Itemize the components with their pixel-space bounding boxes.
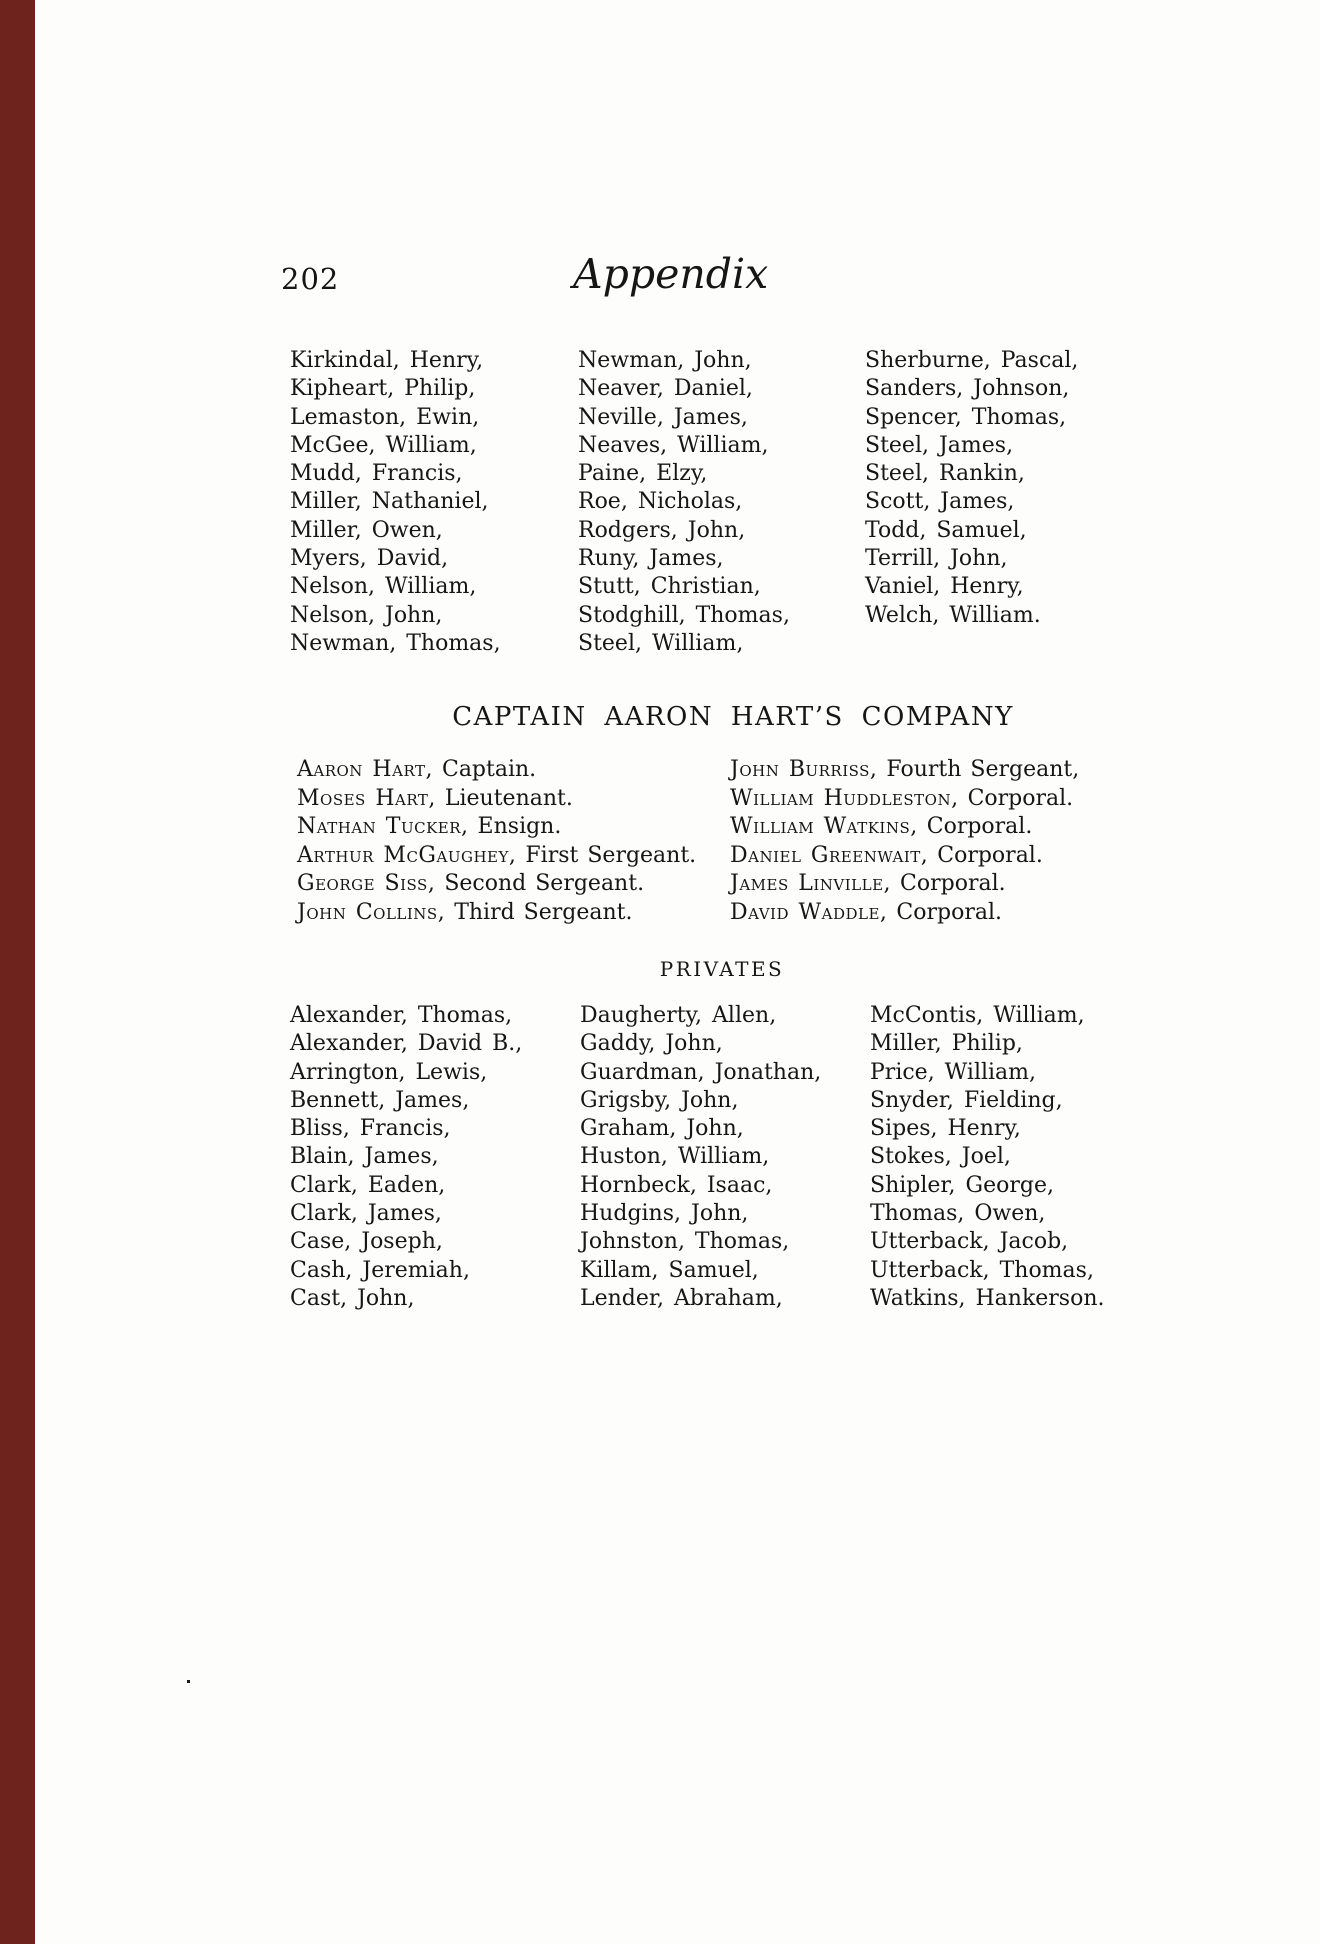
soldier-name: Blain, James, [290, 1144, 439, 1170]
soldier-name: Lemaston, Ewin, [290, 404, 480, 430]
soldier-name: McGee, William, [290, 432, 477, 458]
officers-column-right [730, 756, 1079, 928]
soldier-name: Case, Joseph, [290, 1229, 443, 1255]
soldier-name: Steel, William, [578, 630, 744, 656]
scan-speck [187, 1680, 190, 1683]
book-edge-bar [0, 0, 35, 1944]
soldier-name: Neville, James, [578, 404, 748, 430]
officer-entry [730, 785, 1079, 814]
officer-rank: Ensign. [477, 814, 562, 840]
officer-rank: Corporal. [900, 871, 1006, 897]
soldier-name: Stodghill, Thomas, [578, 602, 790, 628]
officer-rank: Corporal. [967, 785, 1074, 811]
soldier-name: Sipes, Henry, [870, 1116, 1021, 1142]
officer-rank: Corporal. [896, 899, 1002, 925]
soldier-name: Vaniel, Henry, [865, 574, 1024, 600]
officer-name: Nathan Tucker, [297, 814, 469, 840]
soldier-name: Paine, Elzy, [578, 461, 708, 487]
officer-name: Aaron Hart, [297, 757, 433, 782]
running-title: Appendix [573, 250, 769, 298]
soldier-name: Bliss, Francis, [290, 1116, 451, 1142]
officer-entry [730, 899, 1079, 928]
soldier-name: Alexander, Thomas, [290, 1003, 513, 1028]
officer-entry [297, 842, 696, 871]
soldier-name: Utterback, Thomas, [870, 1257, 1094, 1283]
officer-name: John Collins, [297, 899, 446, 925]
soldier-name: Watkins, Hankerson. [870, 1285, 1105, 1311]
soldier-name: Arrington, Lewis, [290, 1059, 488, 1085]
officer-name: George Siss, [297, 871, 436, 897]
soldier-name: Todd, Samuel, [865, 517, 1027, 543]
officer-rank: Corporal. [937, 842, 1043, 868]
top-roster-column-3 [865, 347, 1078, 630]
soldier-name: Clark, Eaden, [290, 1172, 446, 1198]
soldier-name: Bennett, James, [290, 1087, 470, 1113]
soldier-name: Sanders, Johnson, [865, 376, 1070, 402]
officer-name: James Linville, [730, 871, 892, 897]
top-roster-column-1 [290, 347, 501, 658]
soldier-name: Grigsby, John, [580, 1087, 739, 1113]
officer-rank: Lieutenant. [444, 785, 573, 811]
officer-rank: Second Sergeant. [444, 871, 645, 897]
soldier-name: Miller, Owen, [290, 517, 443, 543]
officer-entry [297, 870, 696, 899]
officer-entry [730, 813, 1079, 842]
soldier-name: Graham, John, [580, 1116, 744, 1142]
top-roster-column-2 [578, 347, 790, 658]
officer-rank: Captain. [441, 757, 537, 782]
officer-name: William Huddleston, [730, 785, 959, 811]
soldier-name: Steel, James, [865, 432, 1014, 458]
officers-column-left [297, 756, 696, 928]
officer-entry [730, 756, 1079, 785]
soldier-name: Kirkindal, Henry, [290, 348, 484, 373]
officer-entry [297, 785, 696, 814]
company-heading: CAPTAIN AARON HART’S COMPANY [452, 702, 1014, 732]
soldier-name: Steel, Rankin, [865, 461, 1025, 487]
soldier-name: Thomas, Owen, [870, 1201, 1046, 1227]
officer-rank: Third Sergeant. [454, 899, 633, 925]
soldier-name: Clark, James, [290, 1201, 442, 1227]
soldier-name: Lender, Abraham, [580, 1285, 783, 1311]
soldier-name: Spencer, Thomas, [865, 404, 1067, 430]
soldier-name: Killam, Samuel, [580, 1257, 759, 1283]
officer-rank: Corporal. [926, 814, 1033, 840]
soldier-name: Roe, Nicholas, [578, 489, 743, 515]
soldier-name: Rodgers, John, [578, 517, 746, 543]
soldier-name: Cash, Jeremiah, [290, 1257, 470, 1283]
soldier-name: Price, William, [870, 1059, 1037, 1085]
officer-entry [297, 813, 696, 842]
soldier-name: Snyder, Fielding, [870, 1087, 1063, 1113]
soldier-name: Neaves, William, [578, 432, 769, 458]
officer-rank: First Sergeant. [525, 842, 697, 868]
soldier-name: Kipheart, Philip, [290, 376, 476, 402]
soldier-name: Hornbeck, Isaac, [580, 1172, 773, 1198]
officer-entry [297, 756, 696, 785]
officer-name: David Waddle, [730, 899, 888, 925]
soldier-name: Daugherty, Allen, [580, 1003, 777, 1028]
soldier-name: Sherburne, Pascal, [865, 348, 1079, 373]
soldier-name: Mudd, Francis, [290, 461, 463, 487]
soldier-name: Stutt, Christian, [578, 574, 761, 600]
soldier-name: Cast, John, [290, 1285, 415, 1311]
soldier-name: Scott, James, [865, 489, 1015, 515]
soldier-name: Shipler, George, [870, 1172, 1054, 1198]
officer-rank: Fourth Sergeant, [886, 757, 1080, 782]
officer-name: Arthur McGaughey, [297, 842, 517, 868]
soldier-name: Johnston, Thomas, [580, 1229, 790, 1255]
officer-name: Daniel Greenwait, [730, 842, 929, 868]
soldier-name: Terrill, John, [865, 546, 1008, 572]
privates-heading: PRIVATES [659, 957, 785, 981]
soldier-name: Alexander, David B., [290, 1031, 523, 1057]
soldier-name: Stokes, Joel, [870, 1144, 1011, 1170]
officer-entry [730, 870, 1079, 899]
soldier-name: Myers, David, [290, 546, 449, 572]
privates-column-1 [290, 1002, 522, 1313]
soldier-name: Runy, James, [578, 546, 724, 572]
soldier-name: Utterback, Jacob, [870, 1229, 1069, 1255]
soldier-name: McContis, William, [870, 1003, 1085, 1028]
officer-name: Moses Hart, [297, 785, 436, 811]
page-number: 202 [281, 262, 340, 296]
soldier-name: Newman, Thomas, [290, 630, 501, 656]
soldier-name: Huston, William, [580, 1144, 770, 1170]
soldier-name: Miller, Nathaniel, [290, 489, 489, 515]
officer-name: John Burriss, [730, 757, 878, 782]
soldier-name: Newman, John, [578, 348, 752, 373]
soldier-name: Gaddy, John, [580, 1031, 723, 1057]
soldier-name: Guardman, Jonathan, [580, 1059, 822, 1085]
officer-entry [730, 842, 1079, 871]
soldier-name: Nelson, William, [290, 574, 477, 600]
officer-entry [297, 899, 696, 928]
soldier-name: Welch, William. [865, 602, 1041, 628]
privates-column-2 [580, 1002, 821, 1313]
soldier-name: Nelson, John, [290, 602, 443, 628]
soldier-name: Neaver, Daniel, [578, 376, 753, 402]
officer-name: William Watkins, [730, 814, 918, 840]
soldier-name: Miller, Philip, [870, 1031, 1023, 1057]
soldier-name: Hudgins, John, [580, 1201, 749, 1227]
privates-column-3 [870, 1002, 1105, 1313]
